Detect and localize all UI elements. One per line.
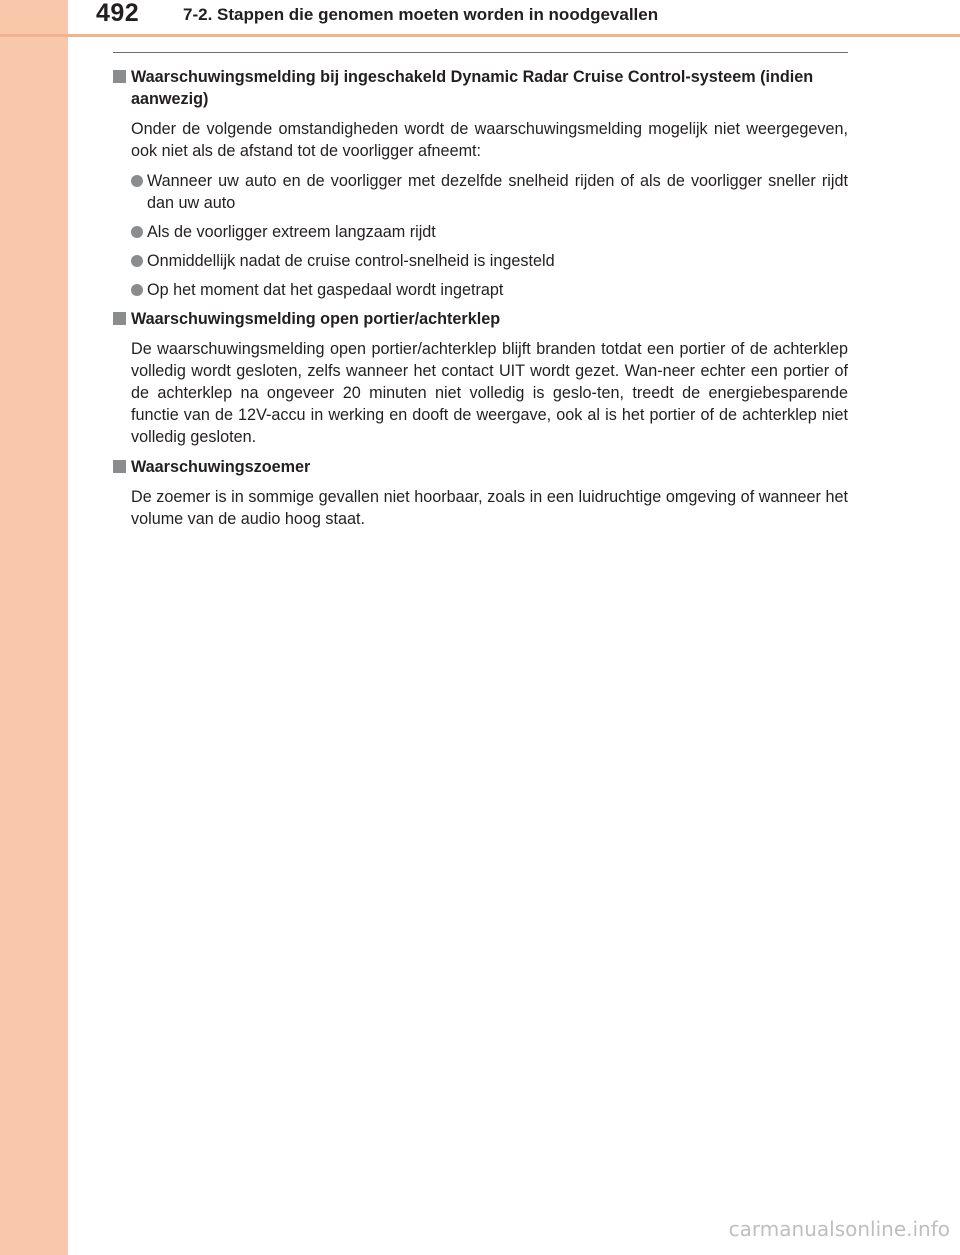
content-top-rule bbox=[113, 52, 848, 53]
square-bullet-icon bbox=[113, 70, 126, 83]
square-bullet-icon bbox=[113, 460, 126, 473]
section-heading bbox=[113, 308, 848, 330]
list-item bbox=[131, 221, 848, 243]
list-item bbox=[131, 279, 848, 301]
watermark: carmanualsonline.info bbox=[728, 1217, 950, 1241]
side-color-band bbox=[0, 0, 68, 1255]
square-bullet-icon bbox=[113, 312, 126, 325]
section-door-warning bbox=[113, 308, 848, 448]
section-heading-text: Waarschuwingszoemer bbox=[131, 458, 311, 476]
list-item-text: Onmiddellijk nadat de cruise control-snelheid is ingesteld bbox=[147, 252, 555, 270]
list-item-text: Als de voorligger extreem langzaam rijdt bbox=[147, 223, 436, 241]
section-paragraph: Onder de volgende omstandigheden wordt de waarschuwingsmelding mogelijk niet weergegeven, ook niet als de afstand tot de voorligger afneemt: bbox=[131, 120, 848, 160]
chapter-title: 7-2. Stappen die genomen moeten worden in noodgevallen bbox=[183, 5, 659, 24]
section-radar-cruise-warning bbox=[113, 66, 848, 301]
section-heading-text: Waarschuwingsmelding open portier/achterklep bbox=[131, 310, 501, 328]
circle-bullet-icon bbox=[131, 175, 143, 187]
section-heading bbox=[113, 66, 848, 110]
list-item bbox=[131, 250, 848, 272]
section-paragraph: De waarschuwingsmelding open portier/achterklep blijft branden totdat een portier of de achterklep volledig wordt gesloten, zelfs wanneer het contact UIT wordt gezet. Wan-neer echter een portier of de achterklep na ongeveer 20 minuten niet volledig is geslo-ten, treedt de energiebesparende functie van de 12V-accu in werking en dooft de weergave, ook al is het portier of de achterklep niet volledig gesloten. bbox=[131, 340, 848, 446]
header-rule bbox=[0, 34, 960, 37]
section-warning-buzzer bbox=[113, 456, 848, 530]
section-heading-text: Waarschuwingsmelding bij ingeschakeld Dynamic Radar Cruise Control-systeem (indien aanwezig) bbox=[131, 68, 814, 108]
section-paragraph: De zoemer is in sommige gevallen niet hoorbaar, zoals in een luidruchtige omgeving of wanneer het volume van de audio hoog staat. bbox=[131, 488, 848, 528]
list-item bbox=[131, 170, 848, 214]
list-item-text: Wanneer uw auto en de voorligger met dezelfde snelheid rijden of als de voorligger sneller rijdt dan uw auto bbox=[147, 172, 848, 212]
page-content bbox=[113, 66, 848, 538]
circle-bullet-icon bbox=[131, 226, 143, 238]
list-item-text: Op het moment dat het gaspedaal wordt ingetrapt bbox=[147, 281, 504, 299]
circle-bullet-icon bbox=[131, 284, 143, 296]
circle-bullet-icon bbox=[131, 255, 143, 267]
page-number: 492 bbox=[96, 0, 140, 27]
section-heading bbox=[113, 456, 848, 478]
